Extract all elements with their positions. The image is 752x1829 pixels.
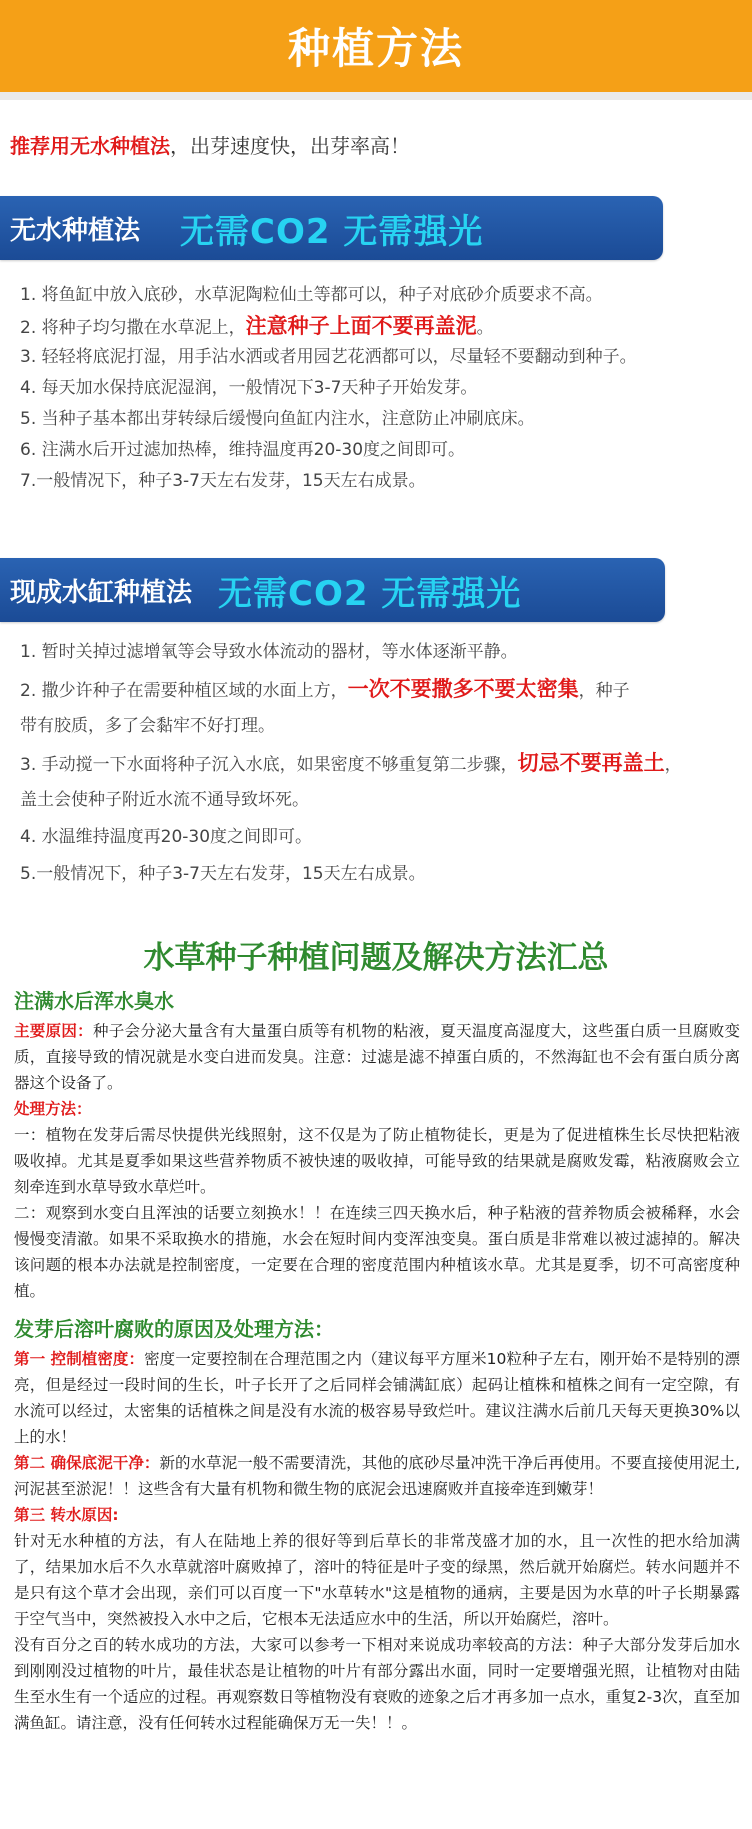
step-5: 5.一般情况下，种子3-7天左右发芽，15天左右成景。 (20, 864, 426, 884)
problem-heading: 发芽后溶叶腐败的原因及处理方法： (14, 1317, 334, 1341)
cause-transition-label: 第三 转水原因: (14, 1506, 119, 1524)
page-title: 种植方法 (287, 24, 464, 73)
recommendation-line (10, 130, 410, 159)
step-2-warning: 注意种子上面不要再盖泥 (245, 314, 477, 338)
problem-cause: 主要原因：种子会分泌大量含有大量蛋白质等有机物的粘液，夏天温度高湿度大，这些蛋白质一旦腐败变质，直接导致的情况就是水变白进而发臭。注意：过滤是滤不掉蛋白质的，不然海缸也不会有蛋白质分离器这个设备了。 (14, 1022, 740, 1092)
transition-method: 没有百分之百的转水成功的方法，大家可以参考一下相对来说成功率较高的方法：种子大部分发芽后加水到刚刚没过植物的叶片，最佳状态是让植物的叶片有部分露出水面，同时一定要增强光照，让植物对由陆生至水生有一个适应的过程。再观察数日等植物没有衰败的迹象之后才再多加一点水，重复2-3次，直至加满鱼缸。请注意，没有任何转水过程能确保万无一失！！。 (14, 1636, 740, 1732)
step-2: 2. 撒少许种子在需要种植区域的水面上方，一次不要撒多不要太密集，种子 (20, 677, 630, 701)
step-1: 1. 暂时关掉过滤增氧等会导致水体流动的器材，等水体逐渐平静。 (20, 642, 518, 662)
step-5: 5. 当种子基本都出芽转绿后缓慢向鱼缸内注水，注意防止冲刷底床。 (20, 409, 535, 429)
recommendation-text: ，出芽速度快，出芽率高！ (170, 134, 410, 158)
section-title: 现成水缸种植法 (10, 577, 193, 608)
cause-transition: 针对无水种植的方法，有人在陆地上养的很好等到后草长的非常茂盛才加的水，且一次性的把水给加满了，结果加水后不久水草就溶叶腐败掉了，溶叶的特征是叶子变的绿黑，然后就开始腐烂。转水问题并不是只有这个草才会出现，亲们可以百度一下"水草转水"这是植物的通病，主要是因为水草的叶子长期暴露于空气当中，突然被投入水中之后，它根本无法适应水中的生活，所以开始腐烂，溶叶。 (14, 1532, 740, 1628)
step-4: 4. 水温维持温度再20-30度之间即可。 (20, 827, 313, 847)
step-2: 2. 将种子均匀撒在水草泥上，注意种子上面不要再盖泥。 (20, 314, 494, 338)
step-4: 4. 每天加水保持底泥湿润，一般情况下3-7天种子开始发芽。 (20, 378, 478, 398)
steps-list-waterless (20, 280, 637, 497)
step-2-continued: 带有胶质，多了会黏牢不好打理。 (20, 716, 275, 736)
problem-murky-water (14, 984, 740, 1304)
section-header-waterless (0, 196, 663, 260)
step-3-warning: 切忌不要再盖土 (517, 751, 665, 775)
step-3: 3. 手动搅一下水面将种子沉入水底，如果密度不够重复第二步骤，切忌不要再盖土， (20, 751, 682, 775)
section-title: 无水种植法 (10, 215, 141, 246)
steps-list-existing-tank (20, 634, 750, 893)
section-tagline: 无需CO2 无需强光 (218, 573, 522, 614)
section-header-existing-tank (0, 558, 665, 622)
step-3-continued: 盖土会使种子附近水流不通导致坏死。 (20, 790, 309, 810)
method-label: 处理方法： (14, 1100, 92, 1118)
cause-substrate: 第二 确保底泥干净：新的水草泥一般不需要清洗，其他的底砂尽量冲洗干净后再使用。不要直接使用泥土,河泥甚至淤泥！！这些含有大量有机物和微生物的底泥会迅速腐败并直接牵连到嫩芽！ (14, 1454, 740, 1498)
cause-density: 第一 控制植密度：密度一定要控制在合理范围之内（建议每平方厘米10粒种子左右，刚开始不是特别的漂亮，但是经过一段时间的生长，叶子长开了之后同样会铺满缸底）起码让植株和植株之间有一定空隙，有水流可以经过，太密集的话植株之间是没有水流的极容易导致烂叶。建议注满水后前几天每天更换30%以上的水！ (14, 1350, 740, 1446)
method-2: 二：观察到水变白且浑浊的话要立刻换水！！在连续三四天换水后，种子粘液的营养物质会被稀释，水会慢慢变清澈。如果不采取换水的措施，水会在短时间内变浑浊变臭。蛋白质是非常难以被过滤掉的。解决该问题的根本办法就是控制密度，一定要在合理的密度范围内种植该水草。尤其是夏季，切不可高密度种植。 (14, 1204, 740, 1300)
step-6: 6. 注满水后开过滤加热棒，维持温度再20-30度之间即可。 (20, 440, 466, 460)
method-1: 一：植物在发芽后需尽快提供光线照射，这不仅是为了防止植物徒长，更是为了促进植株生长尽快把粘液吸收掉。尤其是夏季如果这些营养物质不被快速的吸收掉，可能导致的结果就是腐败发霉，粘液腐败会立刻牵连到水草导致水草烂叶。 (14, 1126, 740, 1196)
step-2-warning: 一次不要撒多不要太密集 (347, 677, 579, 701)
step-3: 3. 轻轻将底泥打湿，用手沾水洒或者用园艺花洒都可以，尽量轻不要翻动到种子。 (20, 347, 637, 367)
summary-title: 水草种子种植问题及解决方法汇总 (143, 940, 609, 976)
step-7: 7.一般情况下，种子3-7天左右发芽，15天左右成景。 (20, 471, 426, 491)
section-tagline: 无需CO2 无需强光 (180, 211, 484, 252)
problem-heading: 注满水后浑水臭水 (14, 989, 174, 1013)
recommendation-highlight: 推荐用无水种植法 (10, 134, 170, 158)
top-banner (0, 0, 752, 100)
step-1: 1. 将鱼缸中放入底砂，水草泥陶粒仙土等都可以，种子对底砂介质要求不高。 (20, 285, 603, 305)
problem-leaf-melt (14, 1312, 740, 1736)
